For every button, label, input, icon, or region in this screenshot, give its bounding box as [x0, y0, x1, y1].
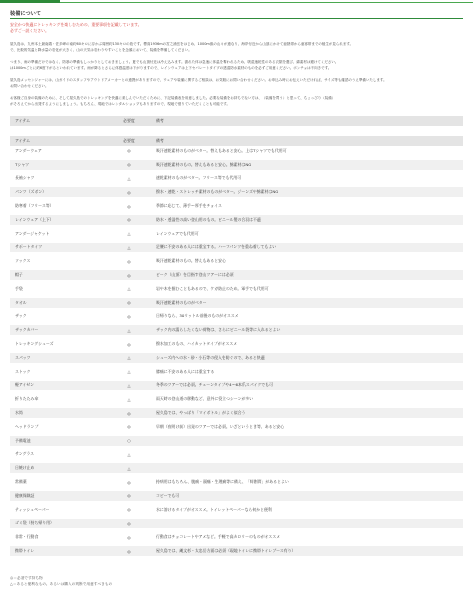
item-note: 季節に応じて、薄手〜厚手をチョイス	[156, 203, 222, 209]
table-row	[10, 519, 463, 529]
table-row	[10, 463, 463, 473]
item-note: 吸汗速乾素材のもの。替えもあると安心	[156, 258, 226, 264]
title-divider	[10, 18, 463, 19]
top-accent-bar	[0, 0, 473, 5]
item-name: スパッツ	[15, 354, 31, 360]
intro-paragraph-line: 屋久島メッセンジャーには、山ガイドのスタッフやアウトドアメーカーとの連携がありますので、ウェアや装備に関するご相談は、お気軽にお問い合わせください。お申込み時にお伝えいただければ、サイズ等も確認のうえ準備いたします。	[10, 78, 387, 82]
item-name: レインウェア（上下）	[15, 216, 54, 222]
necessity-mark: ◎	[127, 493, 131, 499]
item-note: 日帰りなら、30リットル前後のものがオススメ	[156, 313, 239, 319]
item-note: ピーク（山頂）を目指す登山ツアーには必須	[156, 272, 234, 278]
necessity-mark: ◎	[127, 300, 131, 306]
item-note: レインウェアでも代用可	[156, 230, 199, 236]
item-name: サポートタイツ	[15, 244, 43, 250]
table-row	[10, 187, 463, 197]
item-note: 早朝（夜明け前）出発のツアーでは必須。いざというとき等、あると安心	[156, 423, 285, 429]
necessity-mark: ◎	[127, 217, 131, 223]
table-row	[10, 532, 463, 542]
notice-line-1: 安全かつ快適にトレッキングを楽しむための、重要事項を記載しています。	[10, 22, 142, 27]
item-note: 岩や木を掴むこともあるので、ケガ防止のため。軍手でも代用可	[156, 285, 269, 291]
item-name: タオル	[15, 299, 27, 305]
table-row	[10, 394, 463, 404]
table-row	[10, 146, 463, 156]
necessity-mark: △	[127, 327, 131, 333]
necessity-mark: △	[127, 396, 131, 402]
table-row	[10, 381, 463, 391]
item-name: アンダーウェア	[15, 147, 42, 153]
table-row	[10, 491, 463, 501]
item-note: 屋久島では、縄文杉・太忠岳方面は必須（現地トイレに携帯トイレブース有り）	[156, 548, 296, 554]
item-name: ゴミ袋（持ち帰り用）	[15, 520, 54, 526]
necessity-mark: ◎	[127, 148, 131, 154]
item-note: 撥水加工のもの、ハイカットタイプがオススメ	[156, 341, 238, 347]
item-note: 速乾素材のものがベター。フリース等でも代用可	[156, 175, 242, 181]
necessity-mark: △	[127, 175, 131, 181]
necessity-mark: ◎	[127, 341, 131, 347]
item-name: ザック	[15, 313, 27, 319]
necessity-mark: ◎	[127, 203, 131, 209]
intro-paragraph-line: お問い合わせください。	[10, 84, 49, 88]
item-name: 健康保険証	[15, 492, 35, 498]
necessity-mark: ◎	[127, 479, 131, 485]
necessity-mark: ◎	[127, 548, 131, 554]
column-header-item: アイテム	[15, 117, 31, 123]
item-name: パンツ（ズボン）	[15, 189, 47, 195]
necessity-mark: ◎	[127, 272, 131, 278]
table-row	[10, 339, 463, 349]
column-header-item: アイテム	[15, 137, 31, 143]
top-accent-bar-line	[60, 2, 473, 3]
necessity-mark: ◎	[127, 507, 131, 513]
item-name: 日焼け止め	[15, 465, 35, 471]
necessity-mark: ◎	[127, 258, 131, 264]
table-row	[10, 450, 463, 460]
item-note: 吸汗速乾素材のもの。替えもあると安心。綿素材はNG	[156, 161, 252, 167]
item-name: アンダージャケット	[15, 230, 50, 236]
item-name: 携帯トイレ	[15, 548, 35, 554]
item-note: 吸汗速乾素材のものがベター	[156, 299, 207, 305]
table-row	[10, 353, 463, 363]
table-row	[10, 270, 463, 280]
item-name: 手袋	[15, 285, 23, 291]
table-row	[10, 505, 463, 515]
column-header-notes: 備考	[156, 117, 164, 123]
item-note: 防水・透湿性の高い登山用のもの。ビニール製の合羽は不適	[156, 216, 261, 222]
column-header-necessity: 必要度	[123, 137, 135, 143]
top-accent-bar-left	[0, 0, 60, 3]
table-row	[10, 243, 463, 253]
table-header-top	[10, 116, 463, 126]
table-row	[10, 229, 463, 239]
necessity-mark: ◎	[127, 410, 131, 416]
item-name: 予備電池	[15, 437, 31, 443]
necessity-mark: ◎	[127, 162, 131, 168]
necessity-mark: △	[127, 369, 131, 375]
item-name: 折りたたみ傘	[15, 396, 39, 402]
item-name: ヘッドランプ	[15, 423, 39, 429]
intro-paragraph-line: がそろえてから出発するようにしましょう。もちろん、現地ではレンタルショップもありますので、現地で借りていただくことも可能です。	[10, 102, 230, 106]
item-name: ティッシュペーパー	[15, 506, 50, 512]
table-row	[10, 546, 463, 556]
item-note: 冬季のツアーでは必須。チェーンタイプや4〜6本爪スパイクでも可	[156, 382, 273, 388]
necessity-mark: △	[127, 244, 131, 250]
item-name: サングラス	[15, 451, 35, 457]
item-note: ザック内の濡らしたくない荷物は、さらにビニール袋等に入れるとよい	[156, 327, 281, 333]
item-note: 水に溶けるタイプがオススメ。トイレットペーパーなら何かと便利	[156, 506, 272, 512]
necessity-mark: △	[127, 382, 131, 388]
legend-note: △＝あると便利なもの。あるいは購入の判断で用意すべきもの	[10, 582, 113, 586]
column-header-notes: 備考	[156, 137, 164, 143]
item-note: シューズ内への水・砂・小石等の侵入を防ぐので、あると快適	[156, 354, 265, 360]
table-row	[10, 256, 463, 266]
item-name: 非常・行動食	[15, 534, 39, 540]
necessity-mark: ◎	[127, 189, 131, 195]
intro-paragraph-line: 屋久島は、九州本土最南端・佐多岬の南約60キロに浮かぶ周囲約130キロの島です。標高1936mの宮之浦岳をはじめ、1000m級の山々が連なり、海岸付近から山頂にかけて亜熱帯から亜寒帯までの植生が見られます。	[10, 42, 354, 46]
necessity-mark: △	[127, 451, 131, 457]
legend-note: ◎＝必須です持ち物	[10, 576, 43, 580]
notice-line-2: 必ずご一読ください。	[10, 28, 49, 33]
necessity-mark: ○	[127, 438, 131, 444]
item-name: Tシャツ	[15, 161, 29, 167]
necessity-mark: ◎	[127, 520, 131, 526]
necessity-mark: ◎	[127, 313, 131, 319]
item-note: 持病用はもちろん、腹痛・頭痛・生理痛等に備え、「絆創膏」があるとよい	[156, 479, 289, 485]
column-header-necessity: 必要度	[123, 117, 135, 123]
item-name: トレッキングシューズ	[15, 341, 54, 347]
item-name: 水筒	[15, 410, 23, 416]
table-row	[10, 325, 463, 335]
table-row	[10, 284, 463, 294]
item-note: 雨天時の登山道の移動など、意外に役立つシーンが多い	[156, 396, 254, 402]
item-note: 撥水・速乾・ストレッチ素材のものがベター。ジーンズや綿素材はNG	[156, 189, 279, 195]
necessity-mark: △	[127, 286, 131, 292]
table-row	[10, 422, 463, 432]
item-name: 帽子	[15, 272, 23, 278]
item-name: 長袖シャツ	[15, 175, 35, 181]
item-note: 屋久島では、やっぱり「マイボトル」がよく似合う	[156, 410, 246, 416]
item-name: 常備薬	[15, 479, 27, 485]
table-row	[10, 477, 463, 487]
table-row	[10, 160, 463, 170]
necessity-mark: ◎	[127, 424, 131, 430]
item-name: 防寒着（フリース等）	[15, 203, 54, 209]
item-note: 足腰に不安のある人には重宝する。ハーフパンツを重ね着してもよい	[156, 244, 277, 250]
table-row	[10, 312, 463, 322]
necessity-mark: ◎	[127, 534, 131, 540]
item-note: 行動食はチョコレートやアメなど。手軽で高カロリーのものがオススメ	[156, 534, 281, 540]
item-note: コピーでも可	[156, 492, 180, 498]
item-name: ストック	[15, 368, 31, 374]
section-title: 装備について	[10, 11, 42, 17]
necessity-mark: △	[127, 355, 131, 361]
necessity-mark: △	[127, 465, 131, 471]
table-row	[10, 367, 463, 377]
intro-paragraph-line: は1000mごとに約6度下がるといわれています。雨が降るとさらに体感温度は下がりますので、レインウェアは上下セパレートタイプの透湿防水素材のものを必ずご用意ください。ポンチョは不向きです。	[10, 66, 332, 70]
table-row	[10, 215, 463, 225]
table-header	[10, 136, 463, 146]
item-name: ソックス	[15, 258, 31, 264]
item-name: ザックカバー	[15, 327, 39, 333]
item-note: 膝痛に不安のある人には重宝する	[156, 368, 215, 374]
table-row	[10, 408, 463, 418]
intro-paragraph-line: お客様ご自身の装備のために、そして屋久島でのトレッキングを快適に楽しんでいただくために、下記装備表を用意しました。必要な装備をお持ちでない方は、（装備を買う）と思って、ちょっぴり（装備）	[10, 96, 336, 100]
table-row	[10, 436, 463, 446]
table-row	[10, 201, 463, 211]
intro-paragraph-line: つまり、雨の準備だけではなく、防寒の準備もしっかりとしておきましょう。夏でも山頂付近は冷え込みます。濡れた体は急速に体温を奪われるため、吸湿速乾性のある衣類を選び、綿素材は避けてください。	[10, 60, 339, 64]
table-row	[10, 174, 463, 184]
item-note: 吸汗速乾素材のものがベター。替えもあると安心。上はTシャツでも代用可	[156, 147, 287, 153]
intro-paragraph-line: で、比較的気温と降水量の変化が大きく、山の天気は変わりやすいことを念頭において、装備を準備してください。	[10, 48, 192, 52]
necessity-mark: △	[127, 231, 131, 237]
table-row	[10, 298, 463, 308]
item-name: 軽アイゼン	[15, 382, 34, 388]
